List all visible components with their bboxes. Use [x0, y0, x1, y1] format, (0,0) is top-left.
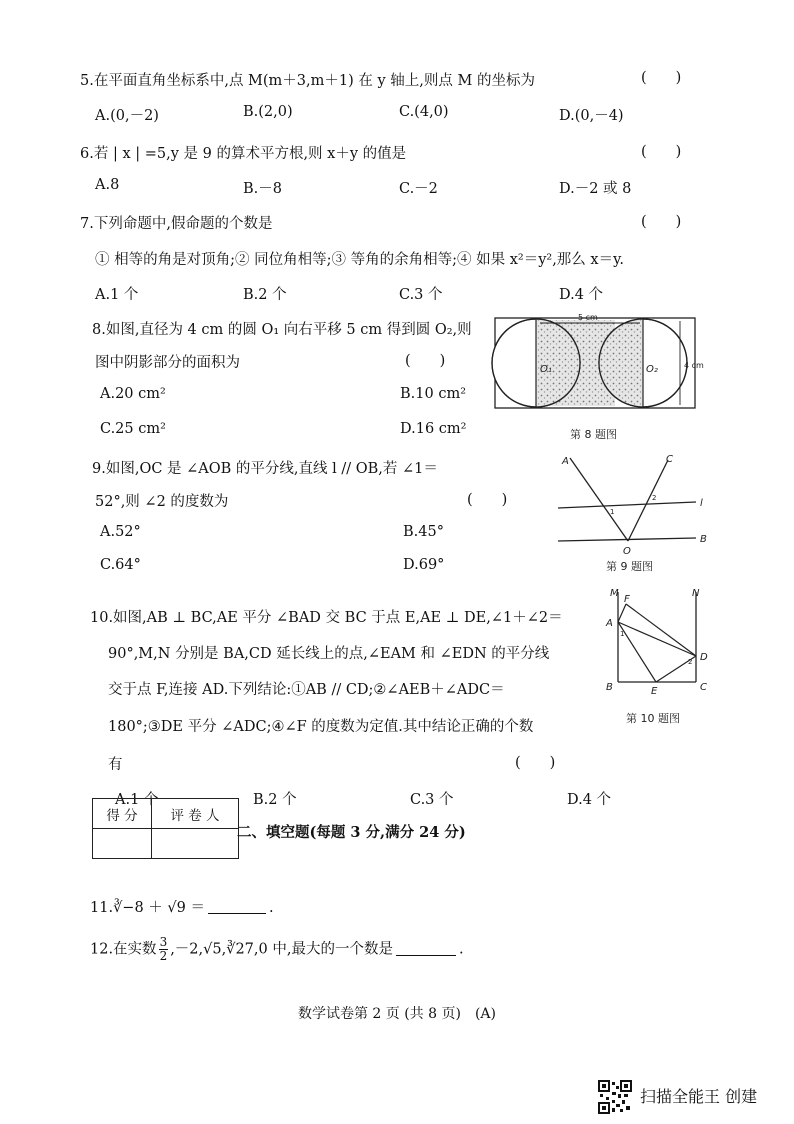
grader-cell	[152, 829, 239, 859]
q10-stem-line2: 90°,M,N 分别是 BA,CD 延长线上的点,∠EAM 和 ∠EDN 的平分线	[108, 646, 550, 662]
q7-option-c: C.3 个	[399, 287, 443, 303]
q6-option-c: C.－2	[399, 181, 438, 197]
q12-fraction	[159, 936, 169, 963]
q10-stem-line3: 交于点 F,连接 AD.下列结论:①AB // CD;②∠AEB＋∠ADC＝	[108, 682, 505, 698]
fig9-angle-2: 2	[652, 494, 657, 502]
q12-answer-blank	[396, 955, 456, 956]
q8-stem-line1: 8.如图,直径为 4 cm 的圆 O₁ 向右平移 5 cm 得到圆 O₂,则	[92, 322, 472, 338]
q7-option-a: A.1 个	[95, 287, 139, 303]
fig8-caption: 第 8 题图	[570, 428, 617, 441]
fig8-label-o1: O₁	[540, 364, 552, 375]
figure-10-geometry-diagram	[596, 582, 726, 732]
q12-fraction-denominator: 2	[159, 949, 168, 963]
page-footer: 数学试卷第 2 页 (共 8 页) (A)	[297, 1006, 497, 1022]
q5-option-c: C.(4,0)	[399, 104, 449, 120]
fig10-label-e: E	[651, 686, 658, 697]
fig10-caption: 第 10 题图	[626, 712, 680, 725]
fig9-caption: 第 9 题图	[606, 560, 653, 573]
q9-stem-line1: 9.如图,OC 是 ∠AOB 的平分线,直线 l // OB,若 ∠1＝	[92, 461, 438, 477]
fig10-angle-1: 1	[620, 630, 625, 638]
q9-stem-line2: 52°,则 ∠2 的度数为	[95, 494, 229, 510]
q11-expression: ∛−8 ＋ √9 ＝	[113, 900, 205, 916]
q11	[90, 896, 274, 917]
q6-answer-paren: ( )	[641, 144, 682, 160]
q9-option-d: D.69°	[403, 557, 445, 573]
score-cell	[93, 829, 152, 859]
score-table	[92, 798, 239, 859]
q10-option-d: D.4 个	[567, 792, 612, 808]
q9-option-c: C.64°	[100, 557, 141, 573]
qr-code-icon	[598, 1080, 632, 1114]
fig8-width-label: 5 cm	[578, 313, 598, 322]
fig10-label-m: M	[610, 588, 619, 599]
q9-option-a: A.52°	[100, 524, 141, 540]
q12-period: .	[458, 941, 464, 958]
grader-header: 评 卷 人	[152, 799, 239, 829]
q7-option-b: B.2 个	[243, 287, 287, 303]
fig10-label-b: B	[606, 682, 613, 693]
fig9-label-a: A	[562, 456, 569, 467]
fig10-label-c: C	[700, 682, 707, 693]
q10-stem-line5: 有	[108, 757, 123, 773]
q8-option-c: C.25 cm²	[100, 421, 166, 437]
q9-option-b: B.45°	[403, 524, 444, 540]
fig9-label-b: B	[700, 534, 707, 545]
q8-option-d: D.16 cm²	[400, 421, 467, 437]
fig10-label-d: D	[700, 652, 708, 663]
q5-option-a: A.(0,－2)	[95, 108, 159, 124]
score-header: 得 分	[93, 799, 152, 829]
fig10-angle-2: 2	[688, 658, 693, 666]
q8-stem-line2: 图中阴影部分的面积为	[95, 355, 240, 371]
q11-answer-blank	[208, 913, 266, 914]
q9-answer-paren: ( )	[467, 492, 508, 508]
q10-answer-paren: ( )	[515, 755, 556, 771]
q11-number: 11.	[90, 900, 114, 916]
q8-option-b: B.10 cm²	[400, 386, 467, 402]
q12-rest: ,－2,√5,∛27,0 中,最大的一个数是	[170, 941, 393, 958]
q7-statements: ① 相等的角是对顶角;② 同位角相等;③ 等角的余角相等;④ 如果 x²＝y²,那么 x＝y.	[95, 252, 624, 268]
q6-option-b: B.－8	[243, 181, 282, 197]
scanner-watermark: 扫描全能王 创建	[640, 1087, 758, 1106]
q5-stem: 5.在平面直角坐标系中,点 M(m＋3,m＋1) 在 y 轴上,则点 M 的坐标为	[80, 73, 535, 89]
q11-period: .	[268, 900, 274, 916]
fig10-segment-af	[618, 604, 626, 622]
q6-option-d: D.－2 或 8	[559, 181, 632, 197]
q10-option-c: C.3 个	[410, 792, 454, 808]
q6-stem: 6.若 | x | =5,y 是 9 的算术平方根,则 x＋y 的值是	[80, 146, 407, 162]
fig9-ray-oc	[628, 460, 668, 541]
fig9-label-l: l	[700, 498, 703, 509]
q10-stem-line4: 180°;③DE 平分 ∠ADC;④∠F 的度数为定值.其中结论正确的个数	[108, 719, 534, 735]
fig10-label-n: N	[692, 588, 700, 599]
fig8-height-label: 4 cm	[684, 361, 704, 370]
fig9-angle-1: 1	[610, 508, 615, 516]
q6-option-a: A.8	[95, 177, 120, 193]
fig10-label-f: F	[624, 594, 630, 605]
q12-lead: 12.在实数	[90, 941, 157, 958]
fig9-ray-oa	[570, 458, 628, 541]
q12-fraction-numerator: 3	[159, 935, 168, 949]
section-2-title: 二、填空题(每题 3 分,满分 24 分)	[237, 824, 466, 841]
fig9-line-l	[558, 502, 696, 508]
q8-answer-paren: ( )	[405, 353, 446, 369]
figure-9-angle-diagram	[548, 446, 718, 576]
fig10-label-a: A	[606, 618, 613, 629]
q5-option-b: B.(2,0)	[243, 104, 293, 120]
figure-8-circles-diagram	[480, 310, 720, 450]
q12	[90, 936, 464, 963]
q10-stem-line1: 10.如图,AB ⊥ BC,AE 平分 ∠BAD 交 BC 于点 E,AE ⊥ DE,∠1＋∠2＝	[90, 610, 563, 626]
q7-answer-paren: ( )	[641, 214, 682, 230]
fig8-label-o2: O₂	[646, 364, 658, 375]
q10-option-b: B.2 个	[253, 792, 297, 808]
q5-answer-paren: ( )	[641, 70, 682, 86]
q10-option-a: A.1 个	[115, 792, 159, 808]
q5-option-d: D.(0,－4)	[559, 108, 624, 124]
fig9-label-o: O	[623, 546, 631, 557]
q8-option-a: A.20 cm²	[100, 386, 166, 402]
q7-stem: 7.下列命题中,假命题的个数是	[80, 216, 273, 232]
fig9-label-c: C	[666, 454, 673, 465]
q7-option-d: D.4 个	[559, 287, 604, 303]
